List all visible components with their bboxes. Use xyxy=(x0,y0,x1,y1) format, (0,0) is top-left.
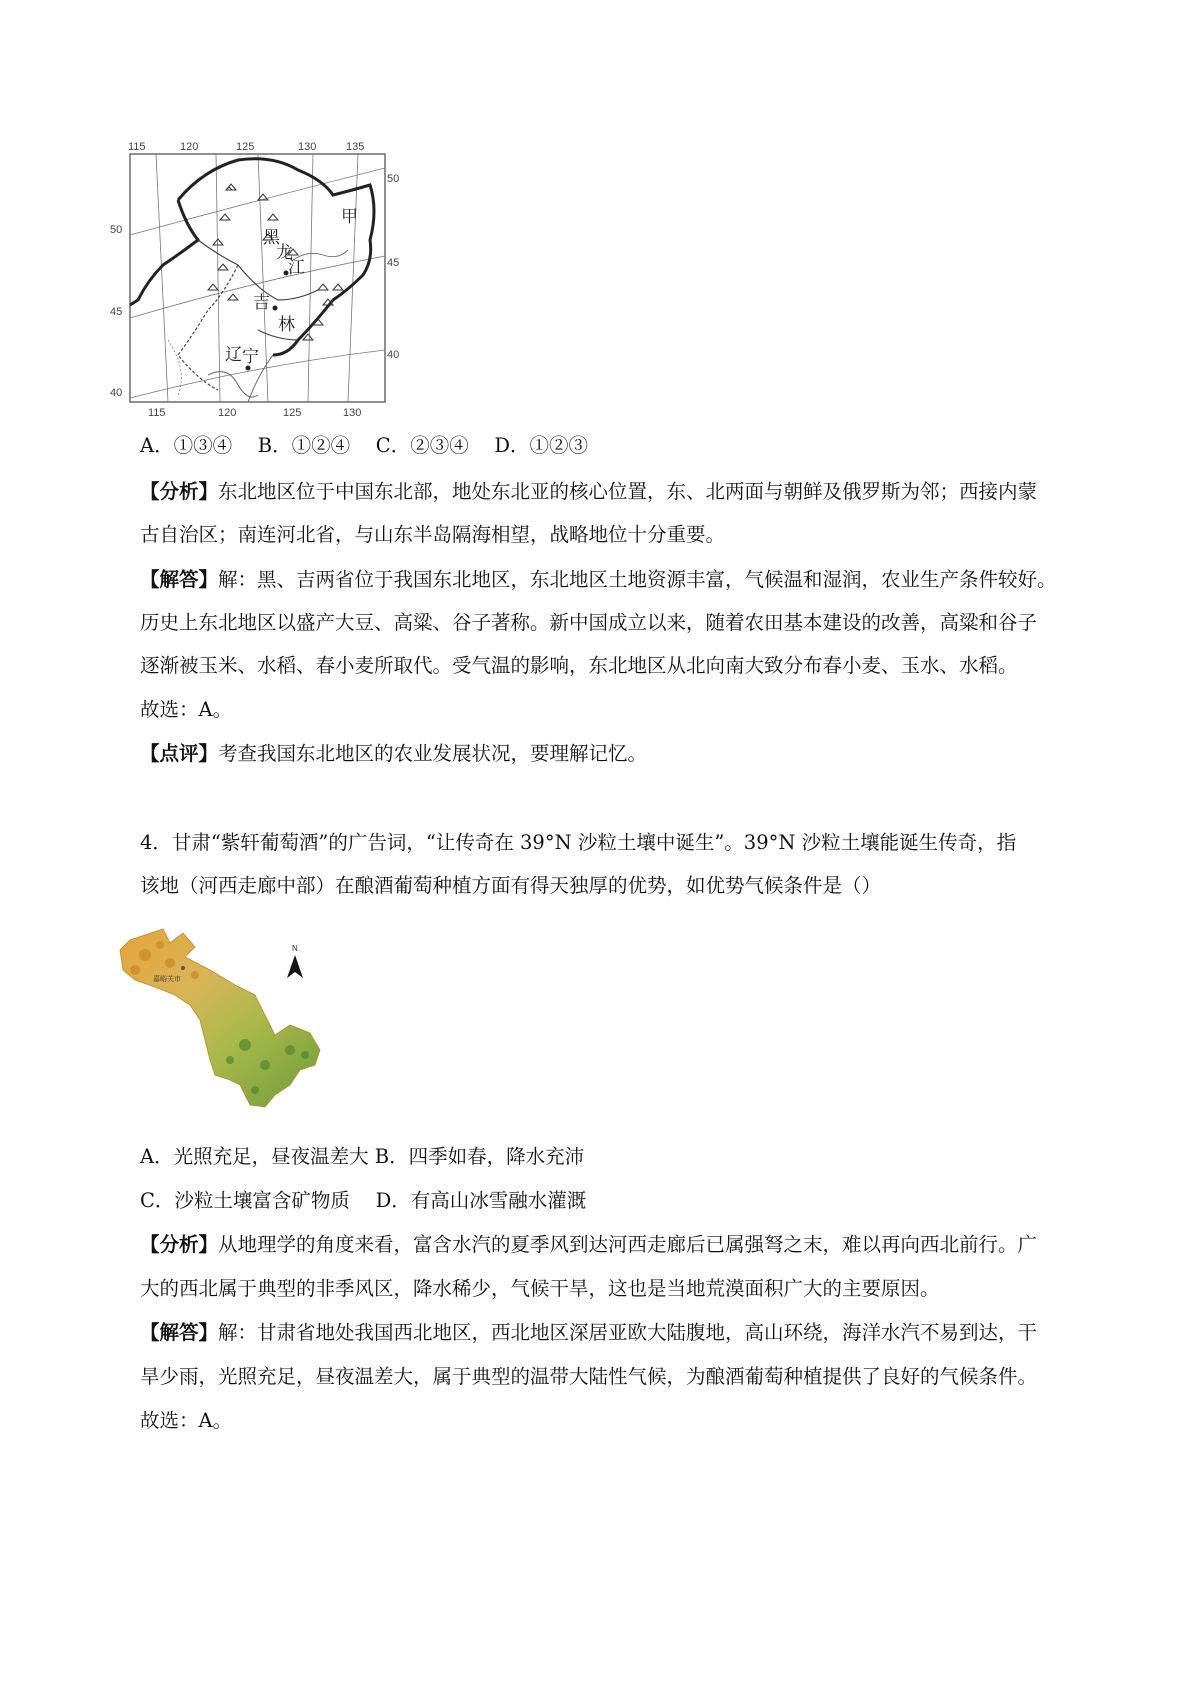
lon-label-top-1: 115 xyxy=(128,141,146,153)
region-char-jia: 甲 xyxy=(341,207,358,227)
q4-stem-line-2: 该地（河西走廊中部）在酿酒葡萄种植方面有得天独厚的优势，如优势气候条件是（） xyxy=(140,874,882,897)
north-label: N xyxy=(292,944,298,953)
map-city-label: 嘉峪关市 xyxy=(153,975,181,983)
lat-label-left-3: 40 xyxy=(110,387,123,399)
lon-label-bottom-2: 120 xyxy=(218,407,237,419)
q3-analysis-line-1 xyxy=(140,478,1037,506)
province-char-liao: 辽 xyxy=(225,345,242,365)
q3-choice: 故选：A。 xyxy=(140,698,233,721)
province-char-long: 龙 xyxy=(276,243,293,263)
lon-label-top-3: 125 xyxy=(236,141,255,153)
q4-choice: 故选：A。 xyxy=(140,1409,233,1432)
lon-label-top-5: 135 xyxy=(346,141,365,153)
q4-analysis-tag: 【分析】 xyxy=(140,1233,219,1256)
q4-answer-line-2: 旱少雨，光照充足，昼夜温差大，属于典型的温带大陆性气候，为酿酒葡萄种植提供了良好的气候条件。 xyxy=(140,1365,1038,1388)
q3-answer-text-1: 解：黑、吉两省位于我国东北地区，东北地区土地资源丰富，气候温和湿润，农业生产条件较好。 xyxy=(218,568,1057,591)
northeast-china-map xyxy=(108,140,408,425)
q3-analysis-text-1: 东北地区位于中国东北部，地处东北亚的核心位置，东、北两面与朝鲜及俄罗斯为邻；西接内蒙 xyxy=(218,480,1038,503)
lon-label-top-2: 120 xyxy=(180,141,199,153)
q4-analysis-line-2: 大的西北属于典型的非季风区，降水稀少，气候干旱，这也是当地荒漠面积广大的主要原因。 xyxy=(140,1277,940,1300)
lon-label-top-4: 130 xyxy=(298,141,317,153)
province-char-ji: 吉 xyxy=(253,293,270,313)
gansu-map xyxy=(115,925,345,1115)
q3-analysis-line-2: 古自治区；南连河北省，与山东半岛隔海相望，战略地位十分重要。 xyxy=(140,523,726,546)
province-char-jiang: 江 xyxy=(288,258,305,278)
q3-answer-line-2: 历史上东北地区以盛产大豆、高粱、谷子著称。新中国成立以来，随着农田基本建设的改善，高粱和谷子 xyxy=(140,611,1038,634)
lat-label-right-1: 50 xyxy=(387,173,400,185)
q4-answer-line-1 xyxy=(140,1319,1037,1347)
q3-analysis-tag: 【分析】 xyxy=(140,480,219,503)
lat-label-left-1: 50 xyxy=(110,224,123,236)
province-char-lin: 林 xyxy=(278,315,295,335)
lat-label-left-2: 45 xyxy=(110,306,123,318)
q4-options-cd: C．沙粒土壤富含矿物质 D．有高山冰雪融水灌溉 xyxy=(140,1189,587,1212)
lat-label-right-3: 40 xyxy=(387,349,400,361)
q4-answer-text-1: 解：甘肃省地处我国西北地区，西北地区深居亚欧大陆腹地，高山环绕，海洋水汽不易到达，干 xyxy=(218,1321,1038,1344)
q3-answer-tag: 【解答】 xyxy=(140,568,219,591)
lon-label-bottom-3: 125 xyxy=(283,407,302,419)
q3-comment-tag: 【点评】 xyxy=(140,742,219,765)
lon-label-bottom-4: 130 xyxy=(343,407,362,419)
q3-answer-line-1 xyxy=(140,566,1057,594)
province-char-hei: 黑 xyxy=(263,228,280,248)
q4-analysis-text-1: 从地理学的角度来看，富含水汽的夏季风到达河西走廊后已属强弩之末，难以再向西北前行。广 xyxy=(218,1233,1038,1256)
province-char-ning: 宁 xyxy=(242,347,259,367)
lon-label-bottom-1: 115 xyxy=(148,407,166,419)
q3-options: A．①③④ B．①②④ C．②③④ D．①②③ xyxy=(140,434,589,457)
q3-comment-text: 考查我国东北地区的农业发展状况，要理解记忆。 xyxy=(218,742,648,765)
north-arrow-icon xyxy=(287,955,303,978)
q4-analysis-line-1 xyxy=(140,1231,1037,1259)
q4-answer-tag: 【解答】 xyxy=(140,1321,219,1344)
q3-answer-line-3: 逐渐被玉米、水稻、春小麦所取代。受气温的影响，东北地区从北向南大致分布春小麦、玉水、水稻。 xyxy=(140,654,1018,677)
lat-label-right-2: 45 xyxy=(387,257,400,269)
q3-comment-line xyxy=(140,740,647,768)
q4-options-ab: A．光照充足，昼夜温差大 B．四季如春，降水充沛 xyxy=(140,1145,585,1168)
q4-stem-line-1: 4．甘肃“紫轩葡萄酒”的广告词，“让传奇在 39°N 沙粒土壤中诞生”。39°N 沙粒土壤能诞生传奇，指 xyxy=(140,831,1017,854)
